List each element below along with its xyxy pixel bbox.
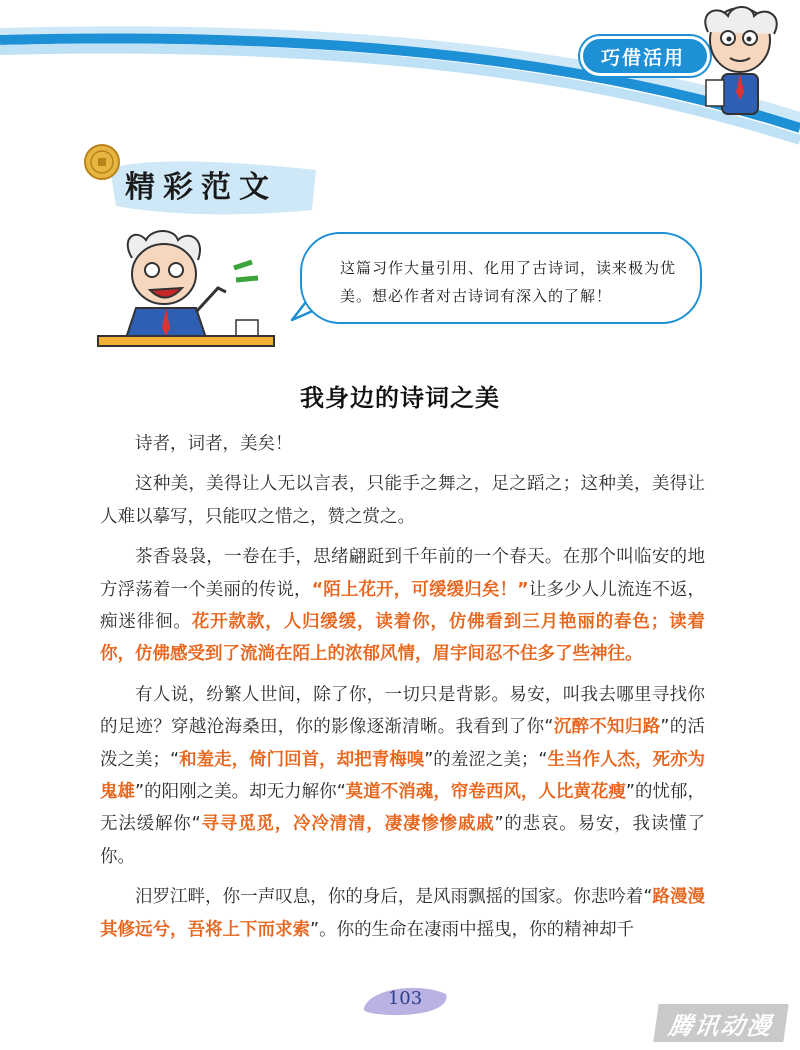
essay-text: ”。你的生命在凄雨中摇曳，你的精神却千: [310, 919, 635, 940]
poem-quote: 莫道不消魂，帘卷西风，人比黄花瘦: [345, 782, 626, 803]
page-number: 103: [387, 988, 423, 1009]
poem-quote: 沉醉不知归路: [553, 717, 661, 738]
chapter-badge-label: 巧借活用: [601, 46, 686, 69]
essay-text: 有人说，纷繁人世间，除了你，一切只是背影。易安，叫我去哪里寻找你的足迹？穿越沧海桑田，你的影像逐渐清晰。我看到了你“: [100, 684, 705, 738]
watermark-logo: 腾讯动漫: [653, 1004, 788, 1042]
essay-paragraph-2: 这种美，美得让人无以言表，只能手之舞之，足之蹈之；这种美，美得让人难以摹写，只能叹之惜之，赞之赏之。: [100, 474, 705, 527]
essay-text: 让多少人儿流连不返，痴迷徘徊。: [100, 579, 706, 633]
essay-text: ”的忧郁，无法缓解你“: [100, 782, 706, 835]
essay-paragraph-5: [100, 881, 705, 946]
essay-text: 汨罗江畔，你一声叹息，你的身后，是风雨飘摇的国家。你悲吟着“: [135, 887, 653, 908]
highlighted-sentence: 花开款款，人归缓缓，读着你，仿佛看到三月艳丽的春色；读着你，仿佛感受到了流淌在陌上的浓郁风情，眉宇间忍不住多了些神往。: [100, 612, 705, 665]
poem-quote: 寻寻觅觅，冷冷清清，凄凄惨惨戚戚: [200, 814, 495, 835]
poem-quote: 生当作人杰，死亦为鬼雄: [100, 749, 705, 803]
essay-body: [100, 428, 705, 954]
essay-text: ”的羞涩之美；“: [424, 749, 548, 770]
teacher-character-icon: [96, 228, 286, 358]
poem-quote: 和羞走，倚门回首，却把青梅嗅: [179, 749, 425, 770]
essay-paragraph-4: [100, 679, 705, 873]
essay-title: 我身边的诗词之美: [300, 384, 500, 412]
header-swoosh: [0, 0, 800, 160]
section-title: 精彩范文: [125, 170, 277, 205]
professor-mascot-icon: [688, 2, 800, 122]
poem-quote: “陌上花开，可缓缓归矣！”: [311, 579, 529, 600]
essay-text: ”的阳刚之美。却无力解你“: [135, 782, 346, 803]
essay-text: 茶香袅袅，一卷在手，思绪翩跹到千年前的一个春天。在那个叫临安的地方浮荡着一个美丽的传说，: [100, 547, 705, 600]
essay-paragraph-1: 诗者，词者，美矣！: [135, 434, 293, 454]
speech-bubble-text: 这篇习作大量引用、化用了古诗词，读来极为优美。想必作者对古诗词有深入的了解！: [340, 259, 677, 305]
essay-text: ”的活泼之美；“: [100, 717, 705, 770]
essay-text: ”的悲哀。易安，我读懂了你。: [100, 814, 705, 867]
essay-paragraph-3: [100, 541, 705, 671]
poem-quote: 路漫漫其修远兮，吾将上下而求索: [100, 887, 705, 940]
